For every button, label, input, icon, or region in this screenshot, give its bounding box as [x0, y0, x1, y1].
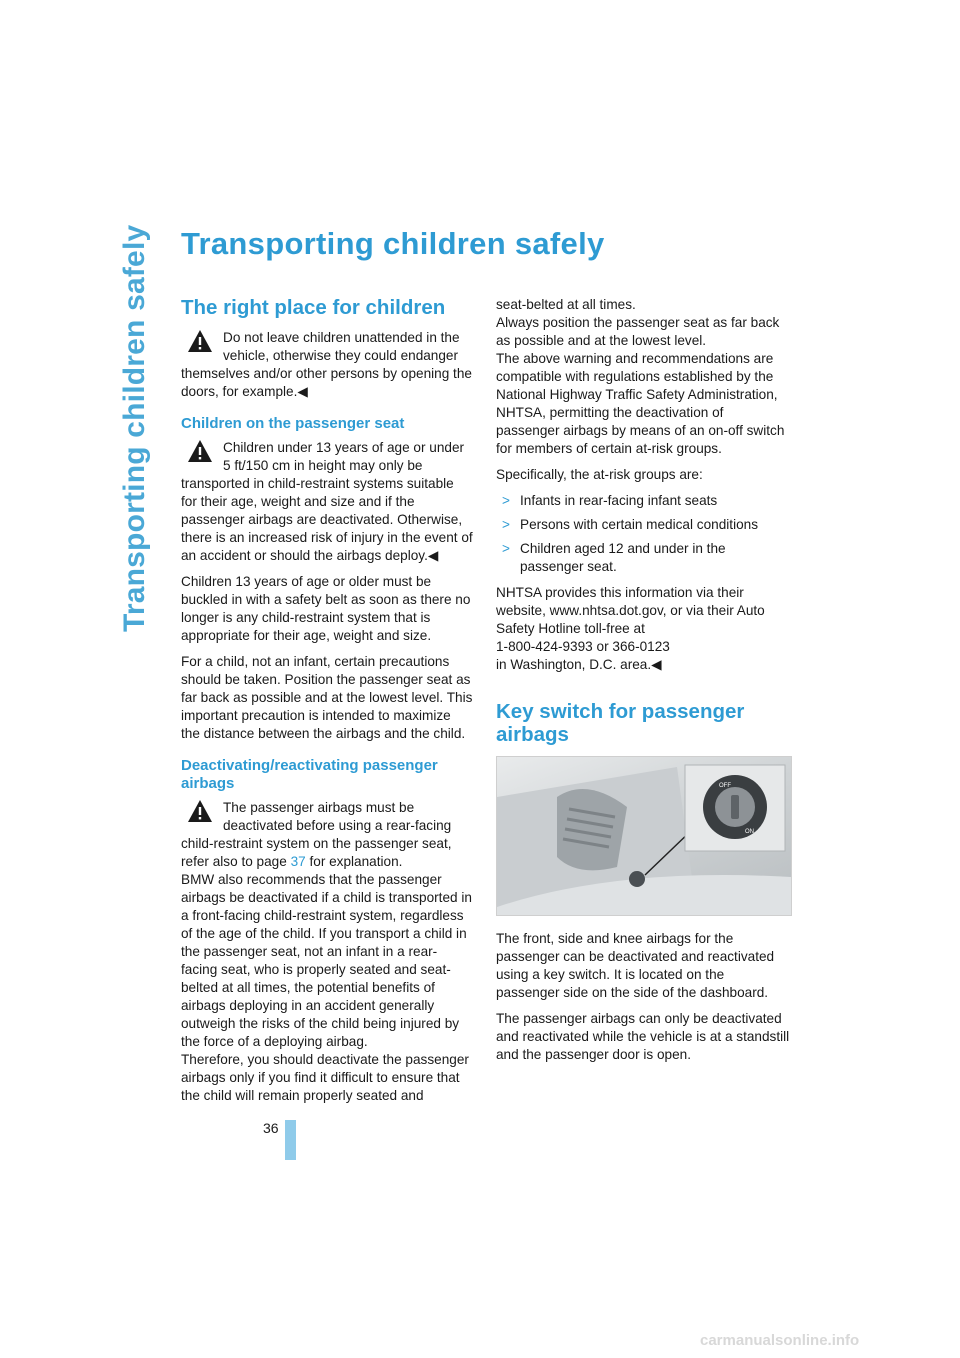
warning-block [181, 329, 473, 401]
paragraph: The front, side and knee airbags for the passenger can be deactivated and reactivated using a key switch. It is located on the passenger side on the side of the dashboard. [496, 931, 775, 1000]
paragraph: The above warning and recommendations are compatible with regulations established by the National Highway Traffic Safety Administration, NHTSA, permitting the deactivation of passenger airbags by means of an on-off switch for members of certain at-risk groups. [496, 351, 785, 456]
paragraph: NHTSA provides this information via their website, www.nhtsa.dot.gov, or via their Auto Safety Hotline toll-free at [496, 585, 765, 636]
warning-triangle-icon [181, 439, 219, 469]
sidebar-section-title: Transporting children safely [118, 224, 151, 632]
paragraph: Children 13 years of age or older must be buckled in with a safety belt as soon as there no longer is any child-restraint system that is appropriate for their age, weight and size. [181, 574, 471, 643]
list-item: > Children aged 12 and under in the passenger seat. [502, 541, 726, 574]
left-column [181, 296, 473, 1105]
page-title: Transporting children safely [181, 226, 605, 261]
page-number-bar [285, 1120, 296, 1160]
warning-block [181, 799, 473, 871]
paragraph: seat-belted at all times. [496, 297, 636, 312]
right-column [496, 296, 790, 1072]
warning-triangle-icon [181, 799, 219, 829]
page-number: 36 [263, 1120, 279, 1136]
warning-triangle-icon [181, 329, 219, 359]
paragraph: Therefore, you should deactivate the passenger airbags only if you find it difficult to ensure that the child will remain properly seated and [181, 1052, 469, 1103]
list-item: > Infants in rear-facing infant seats [502, 493, 718, 508]
warning-text: Children under 13 years of age or under 5 ft/150 cm in height may only be transported in child-restraint systems suitable for their age, weight and size and if the passenger airbags are deactivated. Otherwise, there is an increased risk of injury in the event of an accident or should the airbags deploy.◀ [181, 440, 473, 563]
watermark: carmanualsonline.info [700, 1332, 860, 1349]
heading-passenger-seat: Children on the passenger seat [181, 415, 405, 432]
page-reference-link[interactable]: 37 [290, 854, 306, 869]
heading-right-place: The right place for children [181, 296, 446, 319]
bullet-marker: > [502, 517, 510, 532]
list-item: > Persons with certain medical conditions [502, 517, 759, 532]
heading-key-switch: Key switch for passenger airbags [496, 700, 745, 746]
warning-text: Do not leave children unattended in the vehicle, otherwise they could endanger themselves and/or other persons by opening the doors, for example.◀ [181, 330, 472, 399]
switch-off-label: OFF [719, 783, 731, 789]
paragraph: Specifically, the at-risk groups are: [496, 467, 703, 482]
paragraph: Always position the passenger seat as far back as possible and at the lowest level. [496, 315, 780, 348]
heading-deactivating: Deactivating/reactivating passenger airbags [181, 757, 438, 792]
bullet-marker: > [502, 493, 510, 508]
warning-text-end: for explanation. [305, 854, 403, 869]
paragraph: The passenger airbags can only be deactivated and reactivated while the vehicle is at a standstill and the passenger door is open. [496, 1011, 790, 1062]
switch-on-label: ON [745, 829, 754, 835]
paragraph: For a child, not an infant, certain precautions should be taken. Position the passenger seat as far back as possible and at the lowest level. This important precaution is intended to maximize the distance between the airbags and the child. [181, 654, 473, 741]
warning-block [181, 439, 473, 565]
key-switch-photo [496, 756, 792, 916]
at-risk-list [496, 492, 790, 576]
paragraph: 1-800-424-9393 or 366-0123 [496, 639, 670, 654]
bullet-marker: > [502, 541, 510, 556]
warning-text: The passenger airbags must be deactivated before using a rear-facing child-restraint system on the passenger seat, refer also to page [181, 800, 452, 869]
paragraph: in Washington, D.C. area.◀ [496, 657, 662, 672]
paragraph: BMW also recommends that the passenger airbags be deactivated if a child is transported in a front-facing child-restraint system, regardless of the age of the child. If you transport a child in the passenger seat, not an infant in a rear-facing seat, who is properly seated and seat-belted at all times, the potential benefits of airbags deploying in an accident generally outweigh the risks of the child being injured by the force of a deploying airbag. [181, 872, 472, 1049]
